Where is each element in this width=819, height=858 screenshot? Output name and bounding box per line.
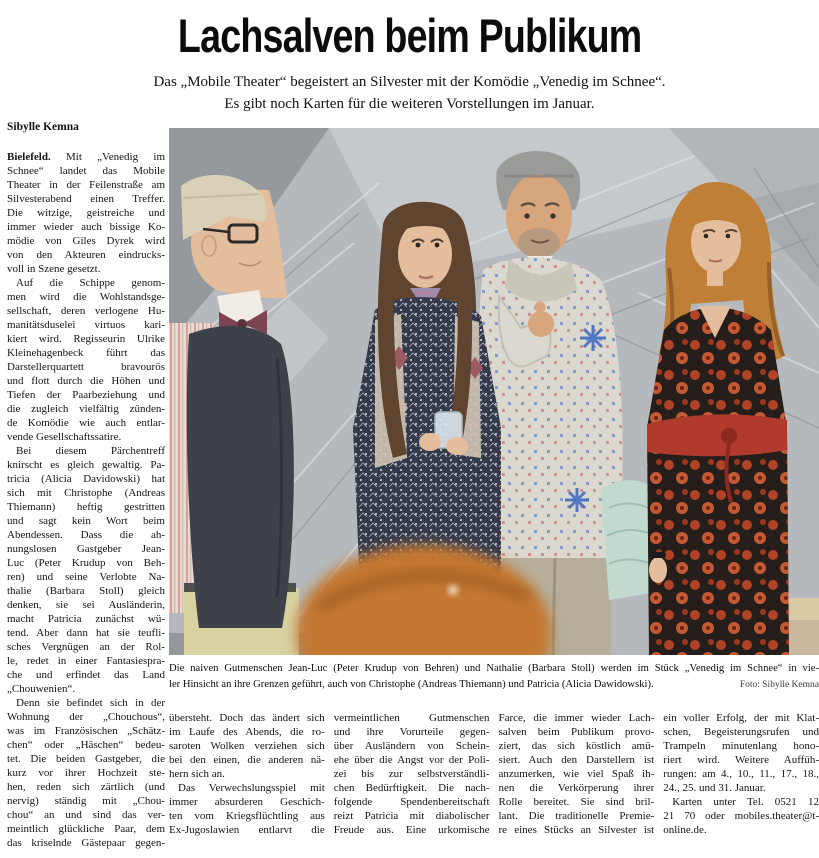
text-line: rungen: am 4., 10., 11., 17., 18., — [663, 768, 819, 780]
text-line: Darstellerquartett bravourös — [7, 361, 165, 373]
text-line: reizt Patricia mit diabolischer — [333, 810, 490, 822]
text-line: online.de. — [663, 824, 707, 836]
photo-caption — [169, 661, 819, 693]
text-line: nervig) ständig mit „Chou- — [7, 795, 165, 807]
text-line: denken, sie sei Ausländerin, — [7, 599, 165, 611]
text-line: von den Akteuren eindrucks- — [7, 249, 165, 261]
text-line: Trampeln minutenlang hono- — [663, 740, 819, 752]
text-line: immer wieder auch bissige Ko- — [7, 221, 165, 233]
caption-line-2 — [169, 677, 819, 694]
text-line: re eines Stücks an Silvester ist — [498, 824, 655, 836]
caption-line-2-text: ler Hinsicht an ihre Grenzen geführt, auch von Christophe (Andreas Thiemann) und Patricia (Alicia Dawidowski). — [169, 678, 654, 690]
text-line: Farce, die immer wieder Lach- — [498, 712, 655, 724]
actor-patricia — [647, 182, 789, 655]
text-line: die zugleich vielfältig zünden- — [7, 403, 165, 415]
text-line: Ex-Jugoslawien entlarvt die — [169, 824, 325, 836]
text-line: Luc (Peter Krudup von Beh- — [7, 557, 165, 569]
text-line: de Komödie wie auch entlar- — [7, 417, 165, 429]
text-line: Die witzige, geistreiche und — [7, 207, 165, 219]
text-line: das kriselnde Gästepaar gegen- — [7, 837, 165, 849]
text-line: hen, reden sich zärtlich (und — [7, 781, 165, 793]
headline-text: Lachsalven beim Publikum — [177, 9, 642, 62]
text-line: bei den einen, die anderen nä- — [169, 754, 325, 766]
text-line: hern sich an. — [169, 768, 225, 780]
text-line: ren) und seine Verlobte Na- — [7, 571, 165, 583]
text-line: Das Verwechslungsspiel mit — [178, 782, 325, 794]
text-line: Rolle bereitet. Sie sind bril- — [498, 796, 655, 808]
text-line: Thiemann) heftig gestritten — [7, 501, 165, 513]
text-line: „Chouwenien“. — [7, 683, 76, 695]
text-line: saroten Wolken verziehen sich — [169, 740, 325, 752]
text-line: anzumerken, wie viel Spaß ih- — [498, 768, 655, 780]
stage-photo — [169, 128, 819, 655]
text-line: vende Gesellschaftssatire. — [7, 431, 122, 443]
subhead-line-2: Es gibt noch Karten für die weiteren Vorstellungen im Januar. — [224, 96, 595, 112]
byline: Sibylle Kemna — [7, 121, 79, 133]
text-line: Theater in der Feilenstraße am — [7, 179, 165, 191]
text-line: Karten unter Tel. 0521 12 — [672, 796, 819, 808]
text-line: ein voller Erfolg, der mit Klat- — [663, 712, 819, 724]
text-line: sches Vergnügen an der Rol- — [7, 641, 165, 653]
text-line: ziert, das sich köstlich amü- — [498, 740, 655, 752]
stage-photo-illustration — [169, 128, 819, 655]
text-line: Auf die Schippe genom- — [16, 277, 165, 289]
text-line: schen, Begeisterungsrufen und — [663, 726, 819, 738]
bottom-columns — [169, 711, 819, 837]
text-line: tricia (Alicia Davidowski) hat — [7, 473, 165, 485]
text-line: manitätsduselei virtuos kari- — [7, 319, 165, 331]
text-line: riert wird. Weitere Auffüh- — [663, 754, 819, 766]
text-line: Wohnung der „Chouchous“, — [7, 711, 165, 723]
text-line: kurz vor ihrer Hochzeit ste- — [7, 767, 165, 779]
text-line: Kleinehagenbeck führt das — [7, 347, 165, 359]
text-line: Abendessen. Dass die ah- — [7, 529, 165, 541]
text-line: über Ausländern von Schein- — [333, 740, 490, 752]
text-line: ten vom Kriegsflüchtling aus — [169, 810, 325, 822]
text-line: macht Patricia zunächst wü- — [7, 613, 165, 625]
body-column-5 — [663, 711, 819, 837]
text-line: che und erfindet das Land — [7, 669, 165, 681]
text-line: und flott durch die Höhen und — [7, 375, 165, 387]
text-line: Schnee“ landet das Mobile — [7, 165, 165, 177]
text-line: kiert wird. Regisseurin Ulrike — [7, 333, 165, 345]
body-column-2 — [169, 711, 325, 837]
text-line: siert. Auch den Darstellern ist — [498, 754, 655, 766]
body-column-4 — [499, 711, 655, 837]
headline — [0, 10, 819, 62]
text-line: men wird die Wohlstandsge- — [7, 291, 165, 303]
text-line: 21 70 oder mobiles.theater@t- — [663, 810, 819, 822]
text-line: thalie (Barbara Stoll) gleich — [7, 585, 165, 597]
text-line: nungslosen Gastgeber Jean- — [7, 543, 165, 555]
text-line: chen Bedürftigkeit. Die nach- — [333, 782, 490, 794]
text-line: knirscht es gleich gewaltig. Pa- — [7, 459, 165, 471]
text-line: chou“ an und sind das ver- — [7, 809, 165, 821]
text-line: sich mit Christophe (Andreas — [7, 487, 165, 499]
caption-line-1: Die naiven Gutmenschen Jean-Luc (Peter Krudup von Behren) und Nathalie (Barbara Stoll) werden im Stück „Venedig im Schnee“ in vie- — [169, 663, 819, 674]
text-line: tet. Die beiden Gastgeber, die — [7, 753, 165, 765]
text-line: Bei diesem Pärchentreff — [16, 445, 165, 457]
text-line: immer absurderen Geschich- — [169, 796, 325, 808]
text-line: und ihre Vorurteile gegen- — [333, 726, 490, 738]
photo-credit: Foto: Sibylle Kemna — [739, 679, 819, 690]
text-line: vermeintlichen Gutmenschen — [333, 712, 490, 724]
text-line: Denn sie befindet sich in der — [16, 697, 165, 709]
text-line: salven beim Publikum provo- — [498, 726, 655, 738]
text-line: nen die Verkörperung ihrer — [498, 782, 655, 794]
text-line: was im Französischen „Schätz- — [7, 725, 165, 737]
text-line: zei bis zur selbstverständli- — [333, 768, 490, 780]
text-line: sellschaft, deren verlogene Hu- — [7, 305, 165, 317]
text-line: Bielefeld. Mit „Venedig im — [7, 151, 165, 163]
text-line: übersteht. Doch das ändert sich — [169, 712, 325, 724]
subhead — [0, 71, 819, 115]
text-line: ehe über die Angst vor der Poli- — [333, 754, 490, 766]
subhead-line-1: Das „Mobile Theater“ begeistert an Silvester mit der Komödie „Venedig im Schnee“. — [153, 74, 666, 90]
text-line: meintlich glückliche Paar, dem — [7, 823, 165, 835]
text-line: voll in Szene gesetzt. — [7, 263, 101, 275]
text-line: le, redet in einer Fantasiespra- — [7, 655, 165, 667]
text-line: Silvesterabend einen Treffer. — [7, 193, 165, 205]
body-column-1 — [7, 150, 165, 850]
text-line: chen“ oder „Häschen“ bedeu- — [7, 739, 165, 751]
body-column-3 — [334, 711, 490, 837]
text-line: lant. Die traditionelle Premie- — [498, 810, 655, 822]
text-line: folgende Spendenbereitschaft — [333, 796, 490, 808]
text-line: Tiefen der Paarbeziehung und — [7, 389, 165, 401]
text-line: Freude aus. Eine urkomische — [333, 824, 490, 836]
text-line: mödie von Giles Dyrek wird — [7, 235, 165, 247]
text-line: im Laufe des Abends, die ro- — [169, 726, 325, 738]
text-line: und sagt kein Wort beim — [7, 515, 165, 527]
text-line: tend. Aber dann hat sie teufli- — [7, 627, 165, 639]
text-line: 24., 25. und 31. Januar. — [663, 782, 766, 794]
